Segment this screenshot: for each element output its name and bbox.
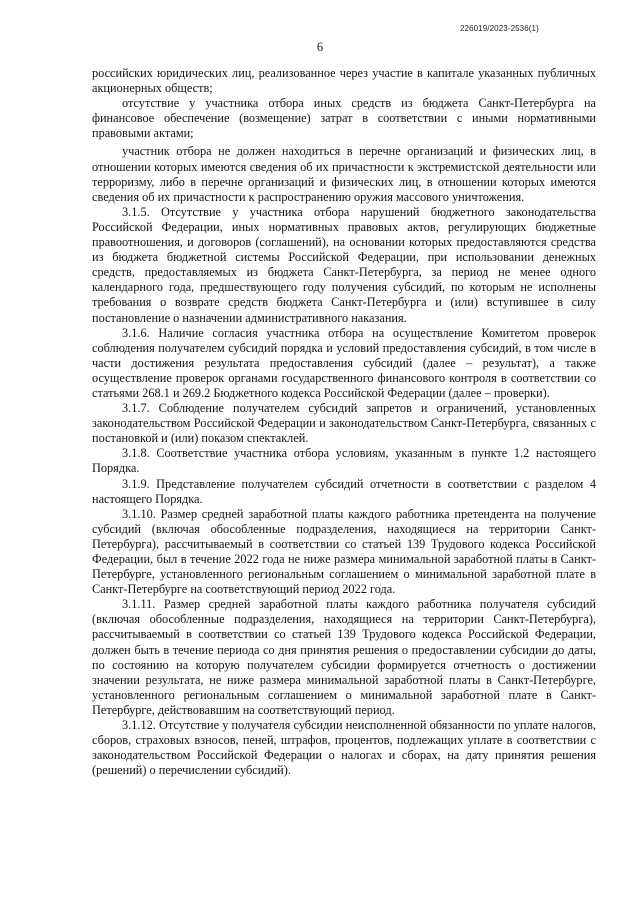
paragraph-3-1-9: 3.1.9. Представление получателем субсидий отчетности в соответствии с разделом 4 настоящего Порядка. <box>92 476 596 506</box>
paragraph-no-other-funds: отсутствие у участника отбора иных средств из бюджета Санкт-Петербурга на финансовое обеспечение (возмещение) затрат в соответствии с иными нормативными правовыми актами; <box>92 96 596 141</box>
document-id: 226019/2023-2536(1) <box>460 24 539 33</box>
document-body <box>92 66 596 778</box>
paragraph-not-in-list: участник отбора не должен находиться в перечне организаций и физических лиц, в отношении которых имеются сведения об их причастности к экстремистской деятельности или терроризму, либо в перечне организаций и физических лиц, в отношении которых имеются сведения об их причастности к распространению оружия массового уничтожения. <box>92 144 596 204</box>
paragraph-3-1-11: 3.1.11. Размер средней заработной платы каждого работника получателя субсидий (включая обособленные подразделения, находящиеся на территории Санкт-Петербурга), рассчитываемый в соответствии со статьей 139 Трудового кодекса Российской Федерации, должен быть в течение периода со дня принятия решения о предоставлении субсидии до даты, по состоянию на которую получателем субсидии формируется отчетность о достижении значении результата, не ниже размера минимальной заработной платы в Санкт-Петербурге, установленного региональным соглашением о минимальной заработной плате в Санкт-Петербурге, действовавшим на соответствующий период. <box>92 597 596 717</box>
paragraph-3-1-8: 3.1.8. Соответствие участника отбора условиям, указанным в пункте 1.2 настоящего Порядка. <box>92 446 596 476</box>
paragraph-continuation: российских юридических лиц, реализованное через участие в капитале указанных публичных акционерных обществ; <box>92 66 596 96</box>
paragraph-3-1-6: 3.1.6. Наличие согласия участника отбора на осуществление Комитетом проверок соблюдения получателем субсидий порядка и условий предоставления субсидий, в том числе в части достижения результата предоставления субсидий (далее – результат), а также осуществление проверок органами государственного финансового контроля в соответствии со статьями 268.1 и 269.2 Бюджетного кодекса Российской Федерации (далее – проверки). <box>92 325 596 400</box>
paragraph-3-1-5: 3.1.5. Отсутствие у участника отбора нарушений бюджетного законодательства Российской Федерации, иных нормативных правовых актов, регулирующих бюджетные правоотношения, и договоров (соглашений), на основании которых предоставляются средства из бюджета бюджетной системы Российской Федерации, при использовании денежных средств, предоставляемых из бюджета Санкт-Петербурга, за период не менее одного календарного года, предшествующего году получения субсидий, по которым не исполнены требования о возврате средств бюджета Санкт-Петербурга и (или) вступившее в силу постановление о назначении административного наказания. <box>92 204 596 325</box>
paragraph-3-1-12: 3.1.12. Отсутствие у получателя субсидии неисполненной обязанности по уплате налогов, сборов, страховых взносов, пеней, штрафов, процентов, подлежащих уплате в соответствии с законодательством Российской Федерации о налогах и сборах, на дату принятия решения (решений) о перечислении субсидий). <box>92 718 596 778</box>
paragraph-3-1-10: 3.1.10. Размер средней заработной платы каждого работника претендента на получение субсидий (включая обособленные подразделения, находящиеся на территории Санкт-Петербурга), рассчитываемый в соответствии со статьей 139 Трудового кодекса Российской Федерации, был в течение 2022 года не ниже размера минимальной заработной платы в Санкт-Петербурге, установленного региональным соглашением о минимальной заработной плате в Санкт-Петербурге на соответствующий период 2022 года. <box>92 506 596 597</box>
page-number: 6 <box>316 40 324 54</box>
paragraph-3-1-7: 3.1.7. Соблюдение получателем субсидий запретов и ограничений, установленных законодательством Российской Федерации и законодательством Санкт-Петербурга, связанных с постановкой и (или) показом спектаклей. <box>92 401 596 446</box>
